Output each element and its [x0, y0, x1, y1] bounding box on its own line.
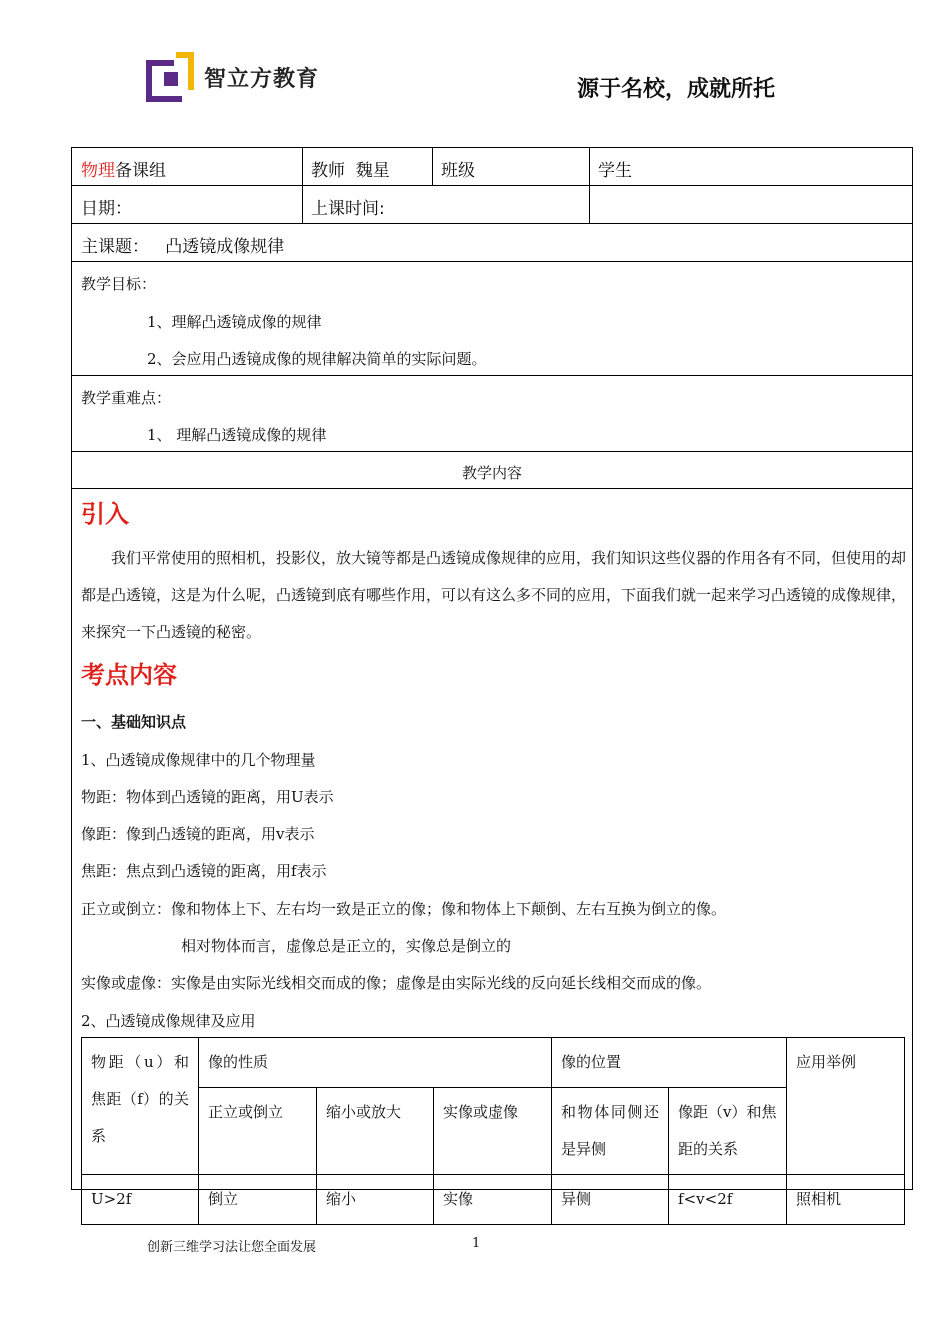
exam-heading: 考点内容 — [81, 661, 177, 689]
subject-group: 物理备课组 — [81, 161, 166, 181]
knowledge-line: 像距：像到凸透镜的距离，用v表示 — [81, 825, 315, 843]
subheader: 和物体同侧还是异侧 — [552, 1088, 669, 1175]
key-points-label: 教学重难点： — [81, 389, 172, 407]
key-point-item: 1、 理解凸透镜成像的规律 — [147, 426, 327, 444]
table-cell: U>2f — [82, 1175, 199, 1225]
main-topic: 主课题： 凸透镜成像规律 — [81, 237, 285, 257]
header-position: 像的位置 — [552, 1038, 787, 1088]
subheader: 正立或倒立 — [199, 1088, 317, 1175]
class-label: 班级 — [441, 161, 475, 181]
table-cell: 异侧 — [552, 1175, 669, 1225]
header-nature: 像的性质 — [199, 1038, 552, 1088]
knowledge-line: 相对物体而言，虚像总是正立的，实像总是倒立的 — [181, 937, 512, 955]
section-title: 一、基础知识点 — [81, 713, 187, 731]
intro-heading: 引入 — [81, 500, 129, 528]
table-row — [82, 1175, 905, 1225]
table-cell: f<v<2f — [669, 1175, 787, 1225]
subheader: 缩小或放大 — [317, 1088, 434, 1175]
student-label: 学生 — [598, 161, 632, 181]
header-relation: 物距（u）和焦距（f）的关系 — [82, 1038, 199, 1175]
content-title: 教学内容 — [461, 464, 522, 482]
knowledge-line: 物距：物体到凸透镜的距离，用U表示 — [81, 788, 334, 806]
goal-item: 2、会应用凸透镜成像的规律解决简单的实际问题。 — [147, 350, 487, 368]
lesson-plan-frame — [71, 147, 913, 1190]
table-cell: 照相机 — [787, 1175, 905, 1225]
knowledge-line: 2、凸透镜成像规律及应用 — [81, 1012, 256, 1030]
subheader: 实像或虚像 — [434, 1088, 552, 1175]
table-cell: 缩小 — [317, 1175, 434, 1225]
teacher: 教师 魏星 — [311, 161, 390, 181]
intro-paragraph: 我们平常使用的照相机，投影仪，放大镜等都是凸透镜成像规律的应用，我们知识这些仪器的作用各有不同，但使用的却都是凸透镜，这是为什么呢，凸透镜到底有哪些作用，可以有这么多不同的应用，下面我们就一起来学习凸透镜的成像规律，来探究一下凸透镜的秘密。 — [81, 549, 907, 641]
slogan: 源于名校，成就所托 — [577, 77, 776, 102]
page-number: 1 — [472, 1236, 481, 1251]
imaging-rules-table — [81, 1037, 905, 1225]
date-label: 日期： — [81, 199, 132, 219]
header-application: 应用举例 — [787, 1038, 905, 1175]
knowledge-line: 1、凸透镜成像规律中的几个物理量 — [81, 751, 316, 769]
knowledge-line: 焦距：焦点到凸透镜的距离，用f表示 — [81, 862, 327, 880]
logo-mark-icon — [146, 52, 196, 102]
goal-item: 1、理解凸透镜成像的规律 — [147, 313, 322, 331]
knowledge-line: 正立或倒立：像和物体上下、左右均一致是正立的像；像和物体上下颠倒、左右互换为倒立的像。 — [81, 900, 727, 918]
logo-text: 智立方教育 — [204, 66, 320, 92]
knowledge-line: 实像或虚像：实像是由实际光线相交而成的像；虚像是由实际光线的反向延长线相交而成的像。 — [81, 974, 712, 992]
table-cell: 倒立 — [199, 1175, 317, 1225]
subheader: 像距（v）和焦距的关系 — [669, 1088, 787, 1175]
table-cell: 实像 — [434, 1175, 552, 1225]
class-time-label: 上课时间: — [311, 199, 385, 219]
footer-text: 创新三维学习法让您全面发展 — [147, 1240, 317, 1255]
logo — [146, 52, 319, 102]
goals-label: 教学目标： — [81, 275, 157, 293]
